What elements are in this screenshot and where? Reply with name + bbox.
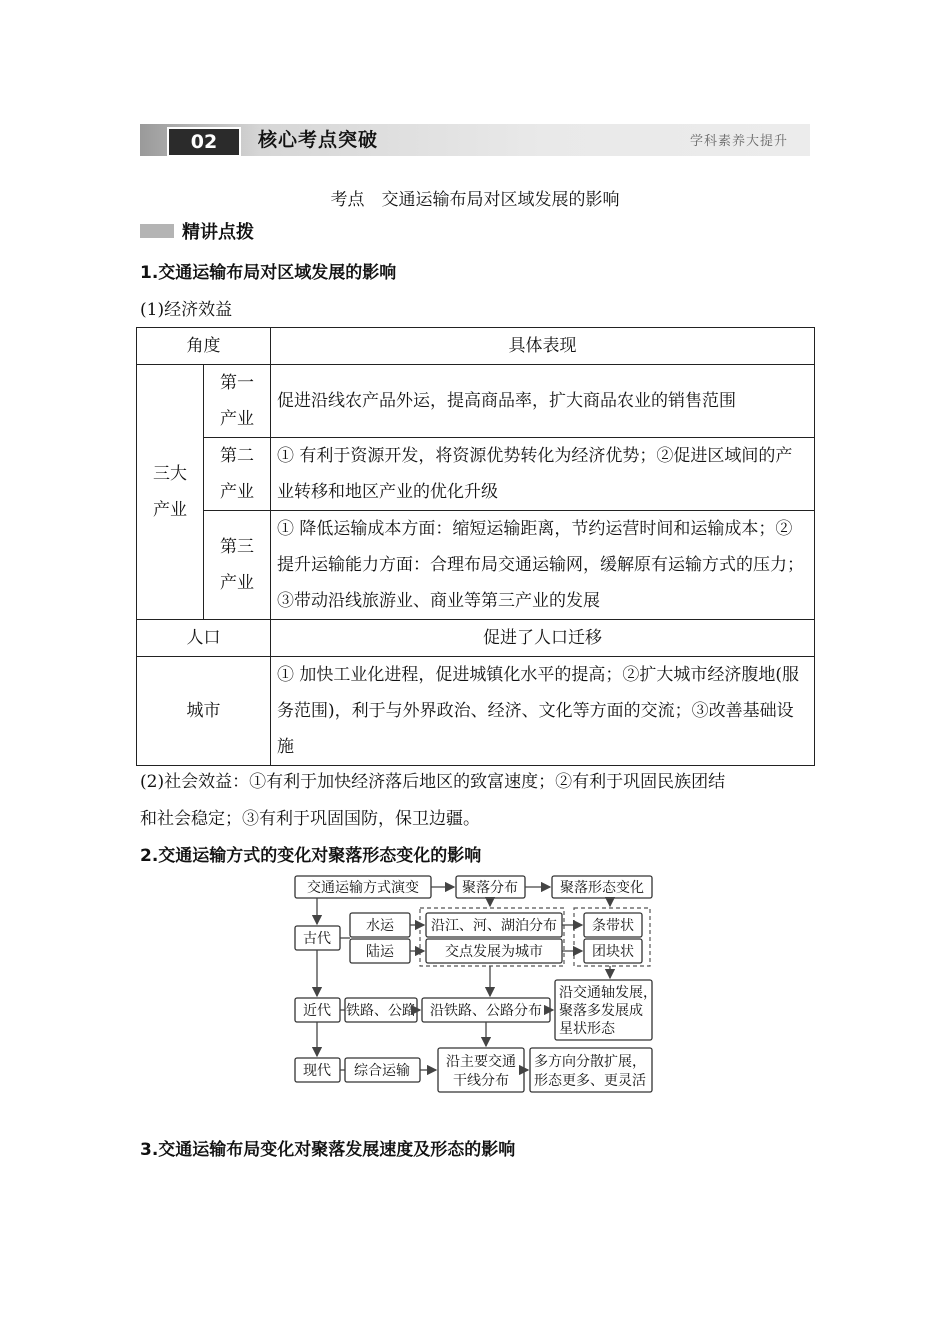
table-cell: ① 有利于资源开发，将资源优势转化为经济优势；②促进区域间的产业转移和地区产业的优化升级 (271, 438, 815, 511)
topic-heading: 考点 交通运输布局对区域发展的影响 (330, 190, 620, 210)
table-row-label: 第三 产业 (204, 511, 271, 620)
benefit-table (136, 327, 815, 766)
label-era-ancient: 古代 (303, 931, 331, 947)
label-dispersed-1: 多方向分散扩展， (534, 1054, 646, 1070)
label-along-rail: 沿铁路、公路分布 (430, 1003, 542, 1019)
label-star-3: 星状形态 (559, 1021, 615, 1037)
social-benefit-line-2: 和社会稳定；③有利于巩固国防，保卫边疆。 (140, 809, 480, 829)
section-subtitle: 学科素养大提升 (689, 134, 788, 149)
table-row-label: 人口 (137, 620, 271, 657)
heading-2: 2.交通运输方式的变化对聚落形态变化的影响 (140, 846, 482, 866)
table-group-industries: 三大 产业 (137, 365, 204, 620)
table-header-angle: 角度 (137, 328, 271, 365)
table-cell: ① 加快工业化进程，促进城镇化水平的提高；②扩大城市经济腹地(服务范围)，利于与外界政治、经济、文化等方面的交流；③改善基础设施 (271, 657, 815, 766)
label-rail-road: 铁路、公路 (346, 1003, 416, 1019)
label-top-shape: 聚落形态变化 (560, 880, 644, 896)
table-header-row (137, 328, 815, 365)
label-top-transport: 交通运输方式演变 (307, 880, 419, 896)
table-cell: 促进了人口迁移 (271, 620, 815, 657)
heading-1: 1.交通运输布局对区域发展的影响 (140, 263, 397, 283)
label-strip: 条带状 (592, 918, 634, 934)
table-row (137, 511, 815, 620)
label-star-1: 沿交通轴发展， (559, 985, 657, 1001)
label-trunk-1: 沿主要交通 (446, 1054, 516, 1070)
label-along-rivers: 沿江、河、湖泊分布 (431, 918, 557, 934)
label-junction-city: 交点发展为城市 (445, 944, 543, 960)
heading-3: 3.交通运输布局变化对聚落发展速度及形态的影响 (140, 1140, 516, 1160)
label-integrated: 综合运输 (354, 1063, 410, 1079)
subsection-label-text: 精讲点拨 (182, 222, 254, 243)
label-dispersed-2: 形态更多、更灵活 (534, 1073, 646, 1089)
section-banner (140, 124, 810, 156)
social-benefit-line-1: (2)社会效益：①有利于加快经济落后地区的致富速度；②有利于巩固民族团结 (140, 772, 726, 792)
label-era-current: 现代 (303, 1063, 331, 1079)
label-era-modern: 近代 (303, 1003, 331, 1019)
label-star-2: 聚落多发展成 (559, 1003, 643, 1019)
sub-heading-economic: (1)经济效益 (140, 300, 233, 320)
table-row-label: 城市 (137, 657, 271, 766)
label-bar (140, 224, 174, 238)
table-row (137, 365, 815, 438)
label-top-distribution: 聚落分布 (462, 880, 518, 896)
table-row (137, 620, 815, 657)
section-title: 核心考点突破 (258, 129, 379, 151)
table-row (137, 657, 815, 766)
label-land: 陆运 (366, 944, 394, 960)
table-cell: 促进沿线农产品外运，提高商品率，扩大商品农业的销售范围 (271, 365, 815, 438)
section-number: 02 (167, 127, 241, 157)
table-cell: ① 降低运输成本方面：缩短运输距离，节约运营时间和运输成本；②提升运输能力方面：合理布局交通运输网，缓解原有运输方式的压力；③带动沿线旅游业、商业等第三产业的发展 (271, 511, 815, 620)
table-row (137, 438, 815, 511)
label-water: 水运 (366, 918, 394, 934)
label-cluster: 团块状 (592, 944, 634, 960)
transport-settlement-diagram (290, 868, 660, 1098)
table-row-label: 第一 产业 (204, 365, 271, 438)
label-trunk-2: 干线分布 (453, 1073, 509, 1089)
table-row-label: 第二 产业 (204, 438, 271, 511)
table-header-detail: 具体表现 (271, 328, 815, 365)
